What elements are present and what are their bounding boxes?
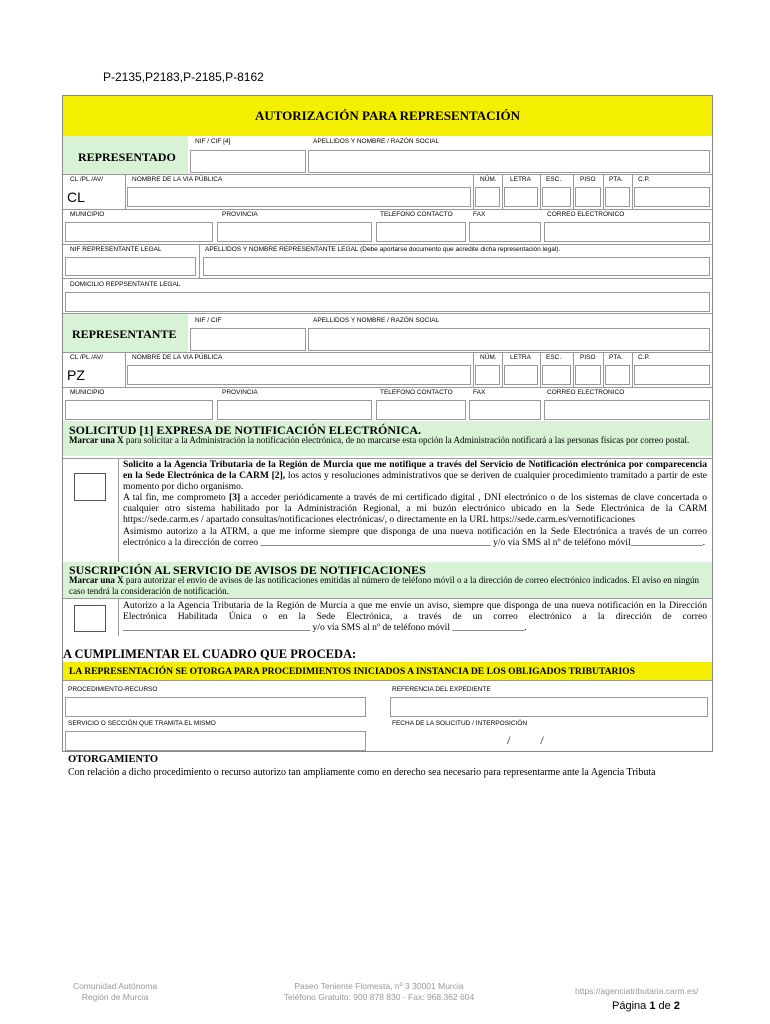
cp-label: C.P. — [638, 176, 650, 183]
solicitud-title: SOLICITUD [1] EXPRESA DE NOTIFICACIÓN ELECTRÓNICA. — [69, 423, 422, 437]
otorgamiento-text: Con relación a dicho procedimiento o recurso autorizo tan ampliamente como en derecho sea necesario para representarme ante la Agencia Tributa — [68, 767, 656, 778]
divider — [63, 598, 712, 599]
suscripcion-body: Autorizo a la Agencia Tributaria de la Región de Murcia a que me envíe un aviso, siempre que disponga de una nueva notificación en la Dirección Electrónica Habilitada Única o en la Sede Electrónica, a través de un correo electrónico a la dirección de correo _______________________________________ y/o vía SMS al nº de teléfono móvil _______________. — [123, 600, 707, 634]
representante-title: REPRESENTANTE — [72, 327, 177, 341]
esc-field[interactable] — [542, 187, 571, 207]
esc-label: ESC. — [546, 354, 562, 361]
procedimiento-label: PROCEDIMIENTO-RECURSO — [68, 686, 158, 693]
pta-field[interactable] — [605, 365, 630, 385]
cumplimentar-subtitle: LA REPRESENTACIÓN SE OTORGA PARA PROCEDIMIENTOS INICIADOS A INSTANCIA DE LOS OBLIGADOS TRIBUTARIOS — [69, 666, 635, 677]
servicio-label: SERVICIO O SECCIÓN QUE TRAMITA EL MISMO — [68, 720, 216, 727]
divider — [63, 174, 712, 175]
num-field[interactable] — [475, 365, 500, 385]
esc-field[interactable] — [542, 365, 571, 385]
nombre-label: APELLIDOS Y NOMBRE / RAZÓN SOCIAL — [313, 138, 440, 145]
fax-field[interactable] — [469, 400, 541, 420]
correo-label: CORREO ELECTRONICO — [547, 389, 625, 396]
solicitud-p1-text: los actos y resoluciones administrativos que se deriven de cualquier procedimiento tramitado a partir de este momento por dicho organismo. — [123, 470, 707, 493]
telefono-field[interactable] — [376, 400, 466, 420]
referencia-field[interactable] — [390, 697, 708, 717]
pta-label: PTA. — [609, 176, 623, 183]
marcar-bold: Marcar una X — [69, 435, 124, 445]
footer-phone: Teléfono Gratuito: 900 878 830 - Fax: 968.362 604 — [283, 992, 475, 1002]
letra-field[interactable] — [504, 187, 538, 207]
fecha-label: FECHA DE LA SOLICITUD / INTERPOSICIÓN — [392, 720, 528, 727]
footer-left-line2: Región de Murcia — [81, 992, 149, 1002]
piso-label: PISO — [580, 176, 596, 183]
nif-label: NIF / CIF — [195, 317, 222, 324]
representante-nombre-field[interactable] — [308, 328, 710, 351]
divider — [603, 352, 604, 387]
nombre-rep-field[interactable] — [203, 257, 710, 276]
divider — [632, 352, 633, 387]
piso-field[interactable] — [575, 187, 601, 207]
letra-label: LETRA — [510, 176, 531, 183]
domicilio-field[interactable] — [65, 292, 710, 312]
divider — [573, 352, 574, 387]
divider — [473, 352, 474, 387]
num-label: NÚM. — [480, 176, 497, 183]
via-label: CL /PL /AV/ — [70, 176, 103, 183]
divider — [125, 352, 126, 387]
representante-via-field[interactable] — [127, 365, 471, 385]
via-value[interactable]: PZ — [67, 367, 85, 383]
correo-label: CORREO ELECTRONICO — [547, 211, 625, 218]
servicio-field[interactable] — [65, 731, 366, 751]
otorgamiento-title: OTORGAMIENTO — [68, 754, 159, 765]
letra-label: LETRA — [510, 354, 531, 361]
divider — [473, 174, 474, 209]
divider — [502, 174, 503, 209]
page-number — [612, 1000, 680, 1012]
representado-nombre-field[interactable] — [308, 150, 710, 173]
divider — [118, 598, 119, 636]
num-label: NÚM. — [480, 354, 497, 361]
municipio-field[interactable] — [65, 400, 213, 420]
domicilio-label: DOMICILIO REPPSENTANTE LEGAL — [70, 281, 181, 288]
footer-left-line1: Comunidad Autónoma — [72, 981, 158, 991]
form-codes: P-2135,P2183,P-2185,P-8162 — [103, 70, 264, 84]
footer-center — [250, 981, 508, 1003]
representado-title: REPRESENTADO — [78, 150, 176, 164]
solicitud-instructions — [69, 435, 709, 446]
divider — [63, 209, 712, 210]
cumplimentar-title: A CUMPLIMENTAR EL CUADRO QUE PROCEDA: — [63, 647, 357, 661]
page-current: 1 — [649, 1000, 656, 1012]
nombre-rep-label: APELLIDOS Y NOMBRE REPRESENTANTE LEGAL (Debe aportarse documento que acredite dicha representación legal). — [205, 246, 561, 253]
pta-label: PTA. — [609, 354, 623, 361]
divider — [125, 174, 126, 209]
telefono-field[interactable] — [376, 222, 466, 242]
municipio-label: MUNICIPIO — [70, 211, 105, 218]
num-field[interactable] — [475, 187, 500, 207]
nif-rep-field[interactable] — [65, 257, 196, 276]
representado-nif-field[interactable] — [190, 150, 306, 173]
fax-label: FAX — [473, 211, 486, 218]
marcar-text: para solicitar a la Administración la notificación electrónica, de no marcarse esta opción la Administración notificará a las personas físicas por correo postal. — [123, 435, 690, 445]
esc-label: ESC. — [546, 176, 562, 183]
solicitud-p3: Asimismo autorizo a la ATRM, a que me informe siempre que disponga de una nueva notificación en la Sede Electrónica a través de un correo electrónico a la dirección de correo ________________________________________________ y/o vía SMS al nº de teléfono móvil_______________. — [123, 525, 707, 548]
nombre-label: APELLIDOS Y NOMBRE / RAZÓN SOCIAL — [313, 317, 440, 324]
solicitud-p1-bold: Solicito a la Agencia Tributaria de la Región de Murcia que me notifique a través del Servicio de Notificación electrónica por comparecencia en la Sede Electrónica de la CARM [2], — [123, 459, 707, 482]
page-mid: de — [655, 1000, 674, 1012]
pta-field[interactable] — [605, 187, 630, 207]
fax-label: FAX — [473, 389, 486, 396]
via-value[interactable]: CL — [67, 189, 85, 205]
cp-field[interactable] — [634, 365, 710, 385]
provincia-field[interactable] — [217, 400, 372, 420]
correo-field[interactable] — [544, 400, 710, 420]
solicitud-body — [123, 459, 707, 548]
letra-field[interactable] — [504, 365, 538, 385]
form-title: AUTORIZACIÓN PARA REPRESENTACIÓN — [254, 108, 521, 123]
marcar-text: para autorizar el envío de avisos de las notificaciones emitidas al número de teléfono móvil o a la dirección de correo electrónico indicados. El aviso en ningún caso tendrá la consideración de notificación. — [69, 575, 699, 596]
divider — [63, 680, 712, 681]
piso-field[interactable] — [575, 365, 601, 385]
divider — [118, 458, 119, 562]
marcar-bold: Marcar una X — [69, 575, 124, 585]
solicitud-p2-c: a acceder periódicamente a través de mi certificado digital , DNI electrónico o de los sistemas de clave concertada o cualquier otro sistema habilitado por la Administración Regional, a mi buzón electrónico ubicado en la Sede Electrónica de la CARM https://sede.carm.es / apartado consultas/notificaciones electrónicas/, o directamente en la URL https://sede.carm.es/vernotificaciones — [123, 492, 707, 526]
suscripcion-instructions — [69, 575, 709, 596]
representado-via-field[interactable] — [127, 187, 471, 207]
fax-field[interactable] — [469, 222, 541, 242]
provincia-label: PROVINCIA — [222, 389, 258, 396]
page-prefix: Página — [612, 1000, 650, 1012]
via-label: CL /PL /AV/ — [70, 354, 103, 361]
provincia-label: PROVINCIA — [222, 211, 258, 218]
piso-label: PISO — [580, 354, 596, 361]
solicitud-p2-a: A tal fin, me comprometo — [123, 492, 230, 504]
solicitud-checkbox[interactable] — [74, 473, 106, 501]
suscripcion-title: SUSCRIPCIÓN AL SERVICIO DE AVISOS DE NOTIFICACIONES — [69, 563, 426, 577]
suscripcion-checkbox[interactable] — [74, 605, 106, 632]
footer-url[interactable]: https://agenciatributaria.carm.es/ — [575, 986, 699, 996]
divider — [632, 174, 633, 209]
cp-label: C.P. — [638, 354, 650, 361]
solicitud-p2-b: [3] — [229, 492, 241, 504]
municipio-label: MUNICIPIO — [70, 389, 105, 396]
footer-left — [50, 981, 180, 1003]
correo-field[interactable] — [544, 222, 710, 242]
representante-nif-field[interactable] — [190, 328, 306, 351]
divider — [540, 352, 541, 387]
page-total: 2 — [673, 1000, 680, 1012]
cp-field[interactable] — [634, 187, 710, 207]
telefono-label: TELEFONO CONTACTO — [380, 389, 453, 396]
divider — [540, 174, 541, 209]
divider — [63, 278, 712, 279]
municipio-field[interactable] — [65, 222, 213, 242]
fecha-field[interactable]: / / — [507, 733, 544, 747]
nif-rep-label: NIF REPRESENTANTE LEGAL — [70, 246, 162, 253]
referencia-label: REFERENCIA DEL EXPEDIENTE — [392, 686, 491, 693]
nombre-via-label: NOMBRE DE LA VIA PÚBLICA — [132, 354, 223, 361]
divider — [573, 174, 574, 209]
divider — [63, 352, 712, 353]
divider — [63, 244, 712, 245]
divider — [199, 244, 200, 278]
procedimiento-field[interactable] — [65, 697, 366, 717]
footer-address: Paseo Teniente Flomesta, nº 3 30001 Murcia — [294, 981, 464, 991]
divider — [603, 174, 604, 209]
nombre-via-label: NOMBRE DE LA VIA PÚBLICA — [132, 176, 223, 183]
provincia-field[interactable] — [217, 222, 372, 242]
telefono-label: TELEFONO CONTACTO — [380, 211, 453, 218]
divider — [63, 387, 712, 388]
nif-label: NIF / CIF [4] — [195, 138, 231, 145]
divider — [502, 352, 503, 387]
